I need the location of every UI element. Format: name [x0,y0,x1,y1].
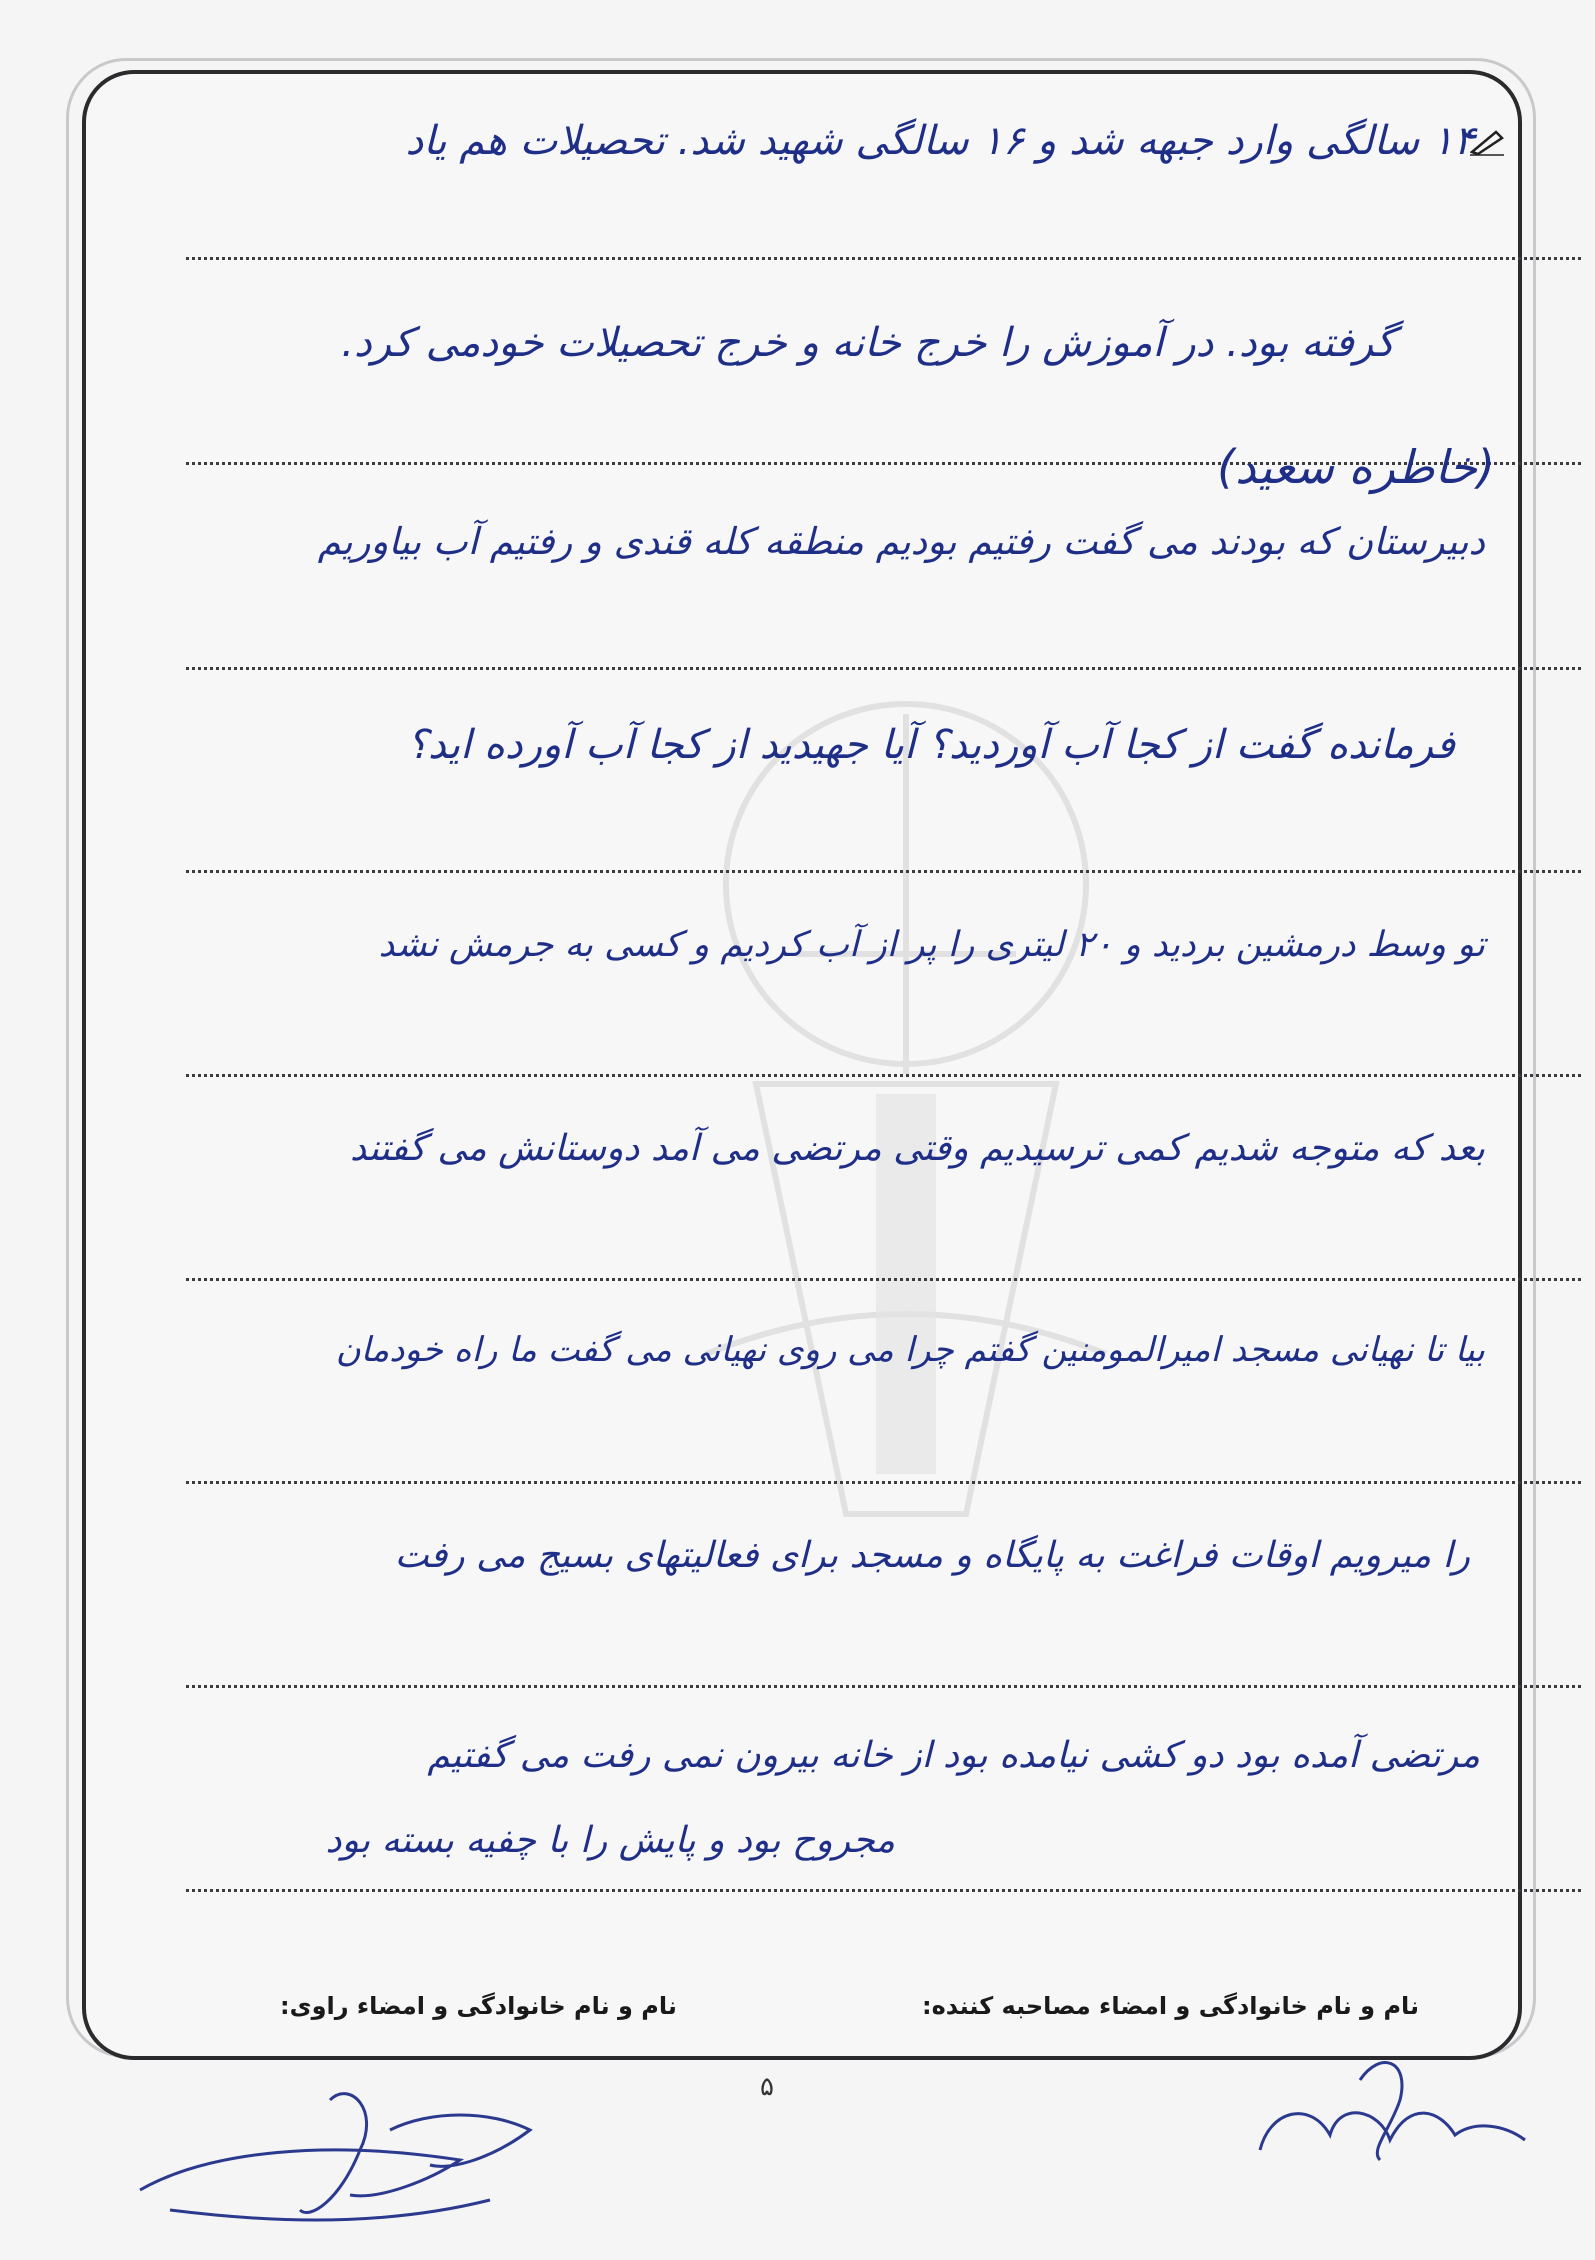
handwritten-line-5: فرمانده گفت از کجا آب آوردید؟ آیا جهیدید از کجا آب آورده اید؟ [406,722,1455,768]
handwritten-line-9: را میرویم اوقات فراغت به پایگاه و مسجد برای فعالیتهای بسیج می رفت [394,1535,1470,1576]
narrator-signature-label: نام و نام خانوادگی و امضاء راوی: [280,1992,677,2020]
handwritten-line-1: ۱۴ سالگی وارد جبهه شد و ۱۶ سالگی شهید شد. تحصیلات هم یاد [405,118,1475,164]
handwritten-line-3: (خاطره سعید) [1217,440,1495,494]
handwritten-line-4: دبیرستان که بودند می گفت رفتیم بودیم منطقه کله قندی و رفتیم آب بیاوریم [317,520,1485,563]
handwritten-line-7: بعد که متوجه شدیم کمی ترسیدیم وقتی مرتضی می آمد دوستانش می گفتند [349,1128,1485,1169]
handwritten-line-2: گرفته بود. در آموزش را خرج خانه و خرج تحصیلات خودمی کرد. [341,320,1395,366]
narrator-signature [130,2070,630,2240]
handwritten-line-8: بیا تا نهیانی مسجد امیرالمومنین گفتم چرا می روی نهیانی می گفت ما راه خودمان [335,1330,1485,1370]
interviewer-signature-label: نام و نام خانوادگی و امضاء مصاحبه کننده: [922,1992,1420,2020]
handwritten-line-10: مرتضی آمده بود دو کشی نیامده بود از خانه بیرون نمی رفت می گفتیم [427,1735,1480,1776]
interviewer-signature [1240,2040,1560,2170]
pen-icon [1470,128,1506,156]
page-number: ۵ [760,2072,774,2102]
handwritten-line-11: مجروح بود و پایش را با چفیه بسته بود [325,1820,895,1861]
handwritten-line-6: تو وسط درمشین بردید و ۲۰ لیتری را پر از آب کردیم و کسی به جرمش نشد [378,925,1485,965]
